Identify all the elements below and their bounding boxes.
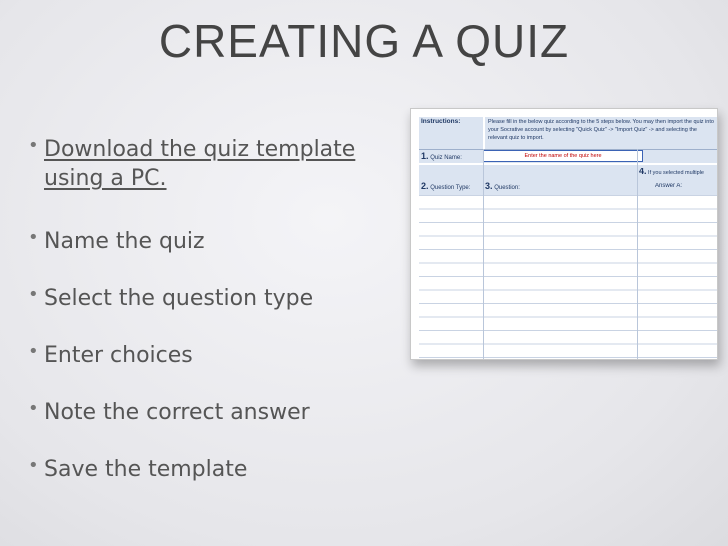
bullet-question-type (28, 284, 313, 313)
bullet-save (28, 455, 247, 484)
quiz-name-text: Quiz Name: (430, 155, 462, 161)
bullet-text: Name the quiz (44, 229, 205, 254)
question-type-header (421, 181, 470, 191)
quiz-name-label (421, 151, 462, 161)
bullet-dot: • (28, 455, 39, 476)
bullet-text: Enter choices (44, 343, 193, 368)
column-divider (483, 149, 484, 359)
bullet-enter-choices (28, 341, 193, 370)
bullet-correct-answer (28, 398, 310, 427)
bullet-text: Save the template (44, 457, 248, 482)
bullet-dot: • (28, 227, 39, 248)
bullet-name-quiz (28, 227, 205, 256)
bullet-dot: • (28, 284, 39, 305)
question-text: Question: (494, 185, 520, 191)
column-divider (637, 149, 638, 359)
bullet-dot: • (28, 135, 39, 156)
bullet-dot: • (28, 341, 39, 362)
step-number: 2. (421, 181, 429, 191)
instructions-label: Instructions: (419, 117, 483, 149)
multiple-choice-header (639, 168, 717, 177)
slide-title: CREATING A QUIZ (158, 15, 570, 67)
bullet-dot: • (28, 398, 39, 419)
answer-a-header: Answer A: (655, 183, 683, 189)
question-type-text: Question Type: (430, 185, 471, 191)
download-link-line1[interactable]: Download the quiz template (44, 137, 356, 162)
step-number: 4. (639, 168, 647, 176)
bullet-text: Select the question type (44, 286, 314, 311)
spreadsheet-screenshot (410, 108, 718, 360)
multiple-choice-text: If you selected multiple (648, 170, 704, 176)
step-number: 3. (485, 181, 493, 191)
instructions-text: Please fill in the below quiz according to the 5 steps below. You may then import the quiz into your Socrative account by selecting "Quick Quiz" -> "Import Quiz" -> and selecting the relevant quiz to import. (485, 117, 717, 149)
question-header (485, 181, 520, 191)
download-link[interactable] (28, 135, 355, 193)
bullet-text: Note the correct answer (44, 400, 310, 425)
step-number: 1. (421, 151, 429, 161)
bullet-download (28, 135, 355, 193)
quiz-name-input: Enter the name of the quiz here (483, 150, 643, 162)
download-link-line2[interactable]: using a PC. (44, 166, 167, 191)
empty-grid-rows (419, 195, 717, 359)
